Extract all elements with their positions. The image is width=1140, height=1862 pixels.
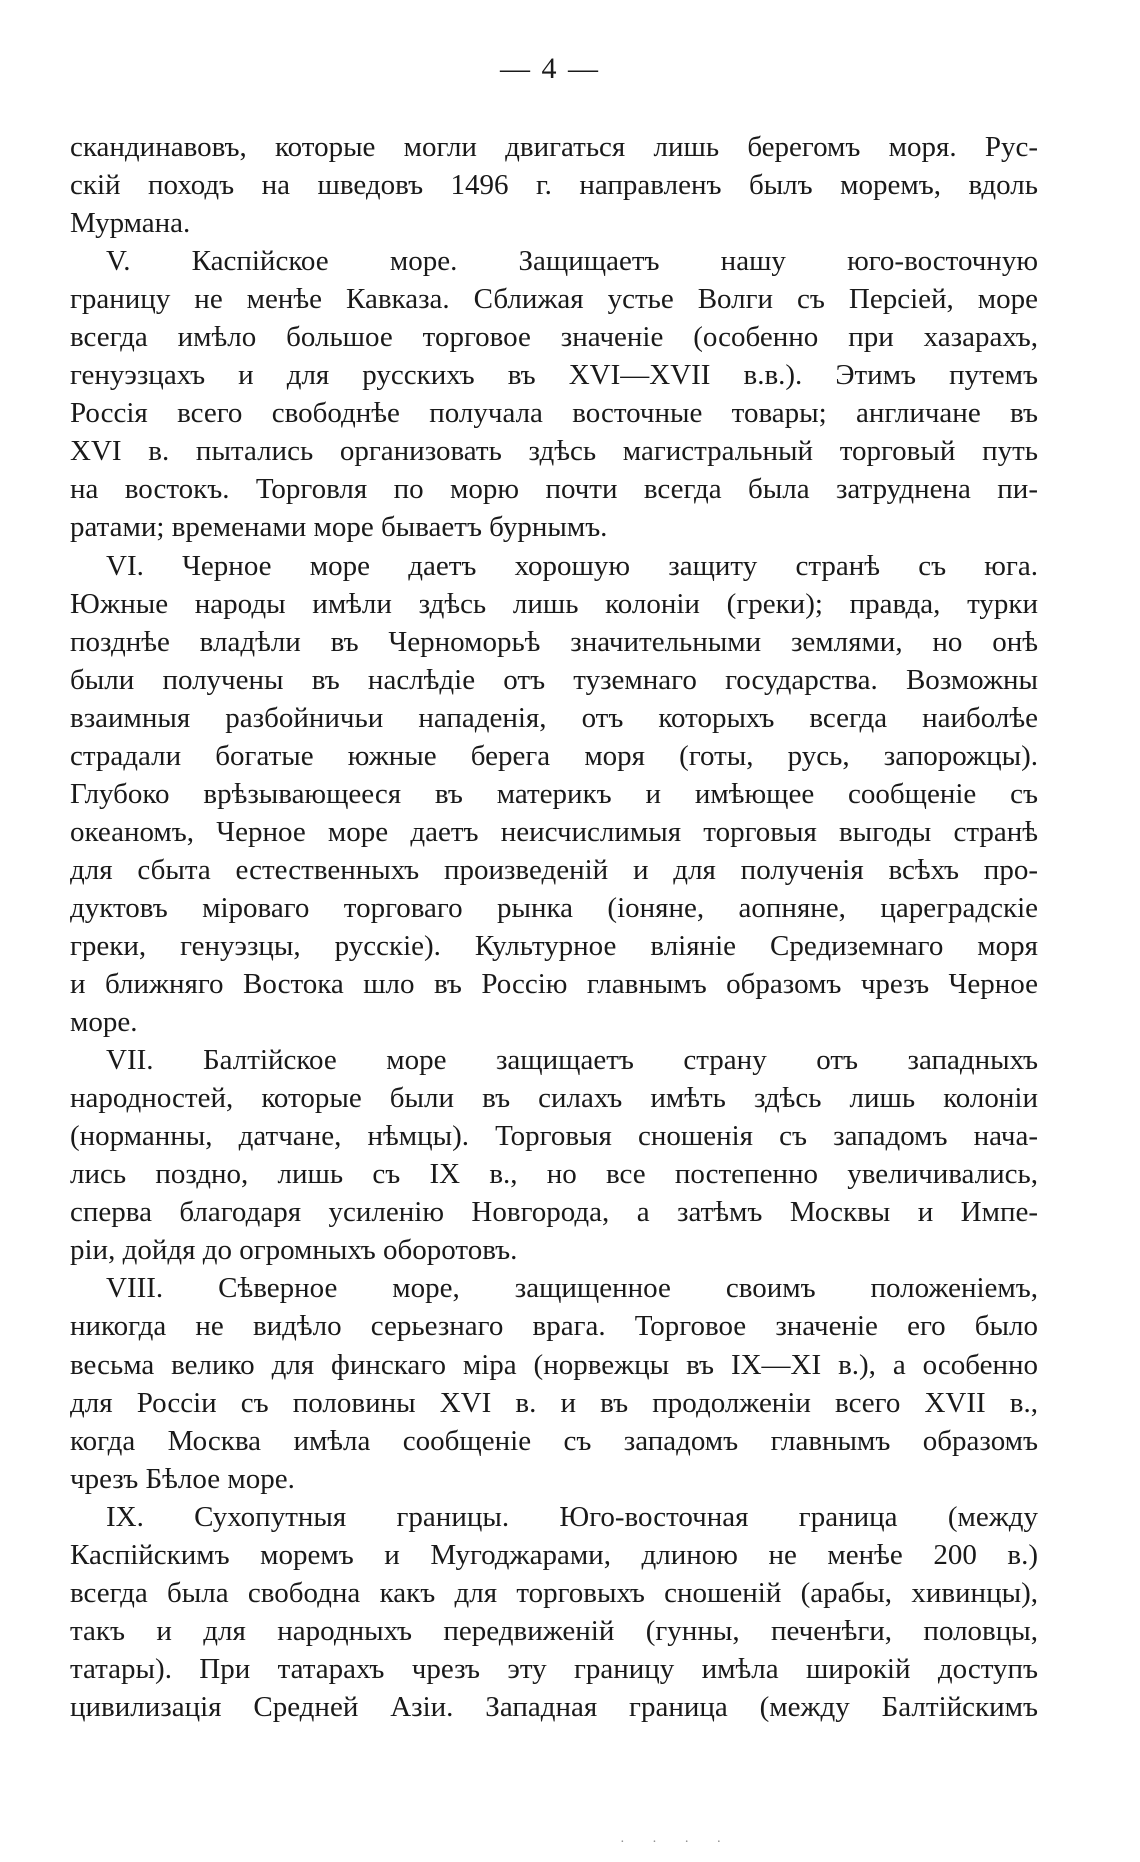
text-line: VII. Балтійское море защищаетъ страну отъ западныхъ <box>106 1044 1038 1077</box>
scan-specks: · · · · <box>620 1835 734 1850</box>
text-line: океаномъ, Черное море даетъ неисчислимыя торговыя выгоды странѣ <box>70 815 1038 848</box>
text-line: ратами; временами море бываетъ бурнымъ. <box>70 511 608 544</box>
text-line: границу не менѣе Кавказа. Сближая устье Волги съ Персіей, море <box>70 283 1038 316</box>
text-line: скій походъ на шведовъ 1496 г. направленъ былъ моремъ, вдоль <box>70 169 1038 202</box>
text-line: Глубоко врѣзывающееся въ материкъ и имѣющее сообщеніе съ <box>70 777 1038 810</box>
text-line: никогда не видѣло серьезнаго врага. Торговое значеніе его было <box>70 1310 1038 1343</box>
text-line: греки, генуэзцы, русскіе). Культурное вліяніе Средиземнаго моря <box>70 929 1038 962</box>
body-text <box>70 128 1038 1726</box>
text-line: позднѣе владѣли въ Черноморьѣ значительными землями, но онѣ <box>70 625 1038 658</box>
text-line: чрезъ Бѣлое море. <box>70 1462 295 1495</box>
text-line: ріи, дойдя до огромныхъ оборотовъ. <box>70 1234 518 1267</box>
text-line: на востокъ. Торговля по морю почти всегда была затруднена пи- <box>70 473 1038 506</box>
text-line: были получены въ наслѣдіе отъ туземнаго государства. Возможны <box>70 663 1038 696</box>
text-line: море. <box>70 1006 138 1039</box>
text-line: для Россіи съ половины XVI в. и въ продолженіи всего XVII в., <box>70 1386 1038 1419</box>
text-line: такъ и для народныхъ передвиженій (гунны, печенѣги, половцы, <box>70 1614 1038 1647</box>
text-line: цивилизація Средней Азіи. Западная граница (между Балтійскимъ <box>70 1690 1038 1723</box>
text-line: Мурмана. <box>70 207 191 240</box>
text-line: лись поздно, лишь съ IX в., но все постепенно увеличивались, <box>70 1158 1038 1191</box>
text-line: народностей, которые были въ силахъ имѣть здѣсь лишь колоніи <box>70 1082 1038 1115</box>
text-line: (норманны, датчане, нѣмцы). Торговыя сношенія съ западомъ нача- <box>70 1120 1038 1153</box>
text-line: страдали богатые южные берега моря (готы, русь, запорожцы). <box>70 739 1038 772</box>
text-line: Южные народы имѣли здѣсь лишь колоніи (греки); правда, турки <box>70 587 1038 620</box>
text-line: всегда была свободна какъ для торговыхъ сношеній (арабы, хивинцы), <box>70 1576 1038 1609</box>
text-line: Россія всего свободнѣе получала восточные товары; англичане въ <box>70 397 1038 430</box>
text-line: VIII. Сѣверное море, защищенное своимъ положеніемъ, <box>106 1272 1038 1305</box>
page-number: — 4 — <box>500 52 600 85</box>
text-line: IX. Сухопутныя границы. Юго-восточная граница (между <box>106 1500 1038 1533</box>
text-line: весьма велико для финскаго міра (норвежцы въ IX—XI в.), а особенно <box>70 1348 1038 1381</box>
text-line: скандинавовъ, которые могли двигаться лишь берегомъ моря. Рус- <box>70 131 1038 163</box>
text-line: и ближняго Востока шло въ Россію главнымъ образомъ чрезъ Черное <box>70 968 1038 1001</box>
text-line: XVI в. пытались организовать здѣсь магистральный торговый путь <box>70 435 1038 468</box>
text-line: когда Москва имѣла сообщеніе съ западомъ главнымъ образомъ <box>70 1424 1038 1457</box>
text-line: Каспійскимъ моремъ и Мугоджарами, длиною не менѣе 200 в.) <box>70 1538 1038 1571</box>
text-line: VI. Черное море даетъ хорошую защиту странѣ съ юга. <box>106 549 1038 582</box>
text-line: взаимныя разбойничьи нападенія, отъ которыхъ всегда наиболѣе <box>70 701 1038 734</box>
text-line: для сбыта естественныхъ произведеній и для полученія всѣхъ про- <box>70 853 1038 886</box>
text-line: всегда имѣло большое торговое значеніе (особенно при хазарахъ, <box>70 321 1038 354</box>
text-line: V. Каспійское море. Защищаетъ нашу юго-восточную <box>106 245 1038 278</box>
text-line: генуэзцахъ и для русскихъ въ XVI—XVII в.в.). Этимъ путемъ <box>70 359 1038 392</box>
text-line: дуктовъ міроваго торговаго рынка (іоняне, аопняне, цареградскіе <box>70 891 1038 924</box>
text-line: сперва благодаря усиленію Новгорода, а затѣмъ Москвы и Импе- <box>70 1196 1038 1229</box>
text-line: татары). При татарахъ чрезъ эту границу имѣла широкій доступъ <box>70 1652 1038 1685</box>
